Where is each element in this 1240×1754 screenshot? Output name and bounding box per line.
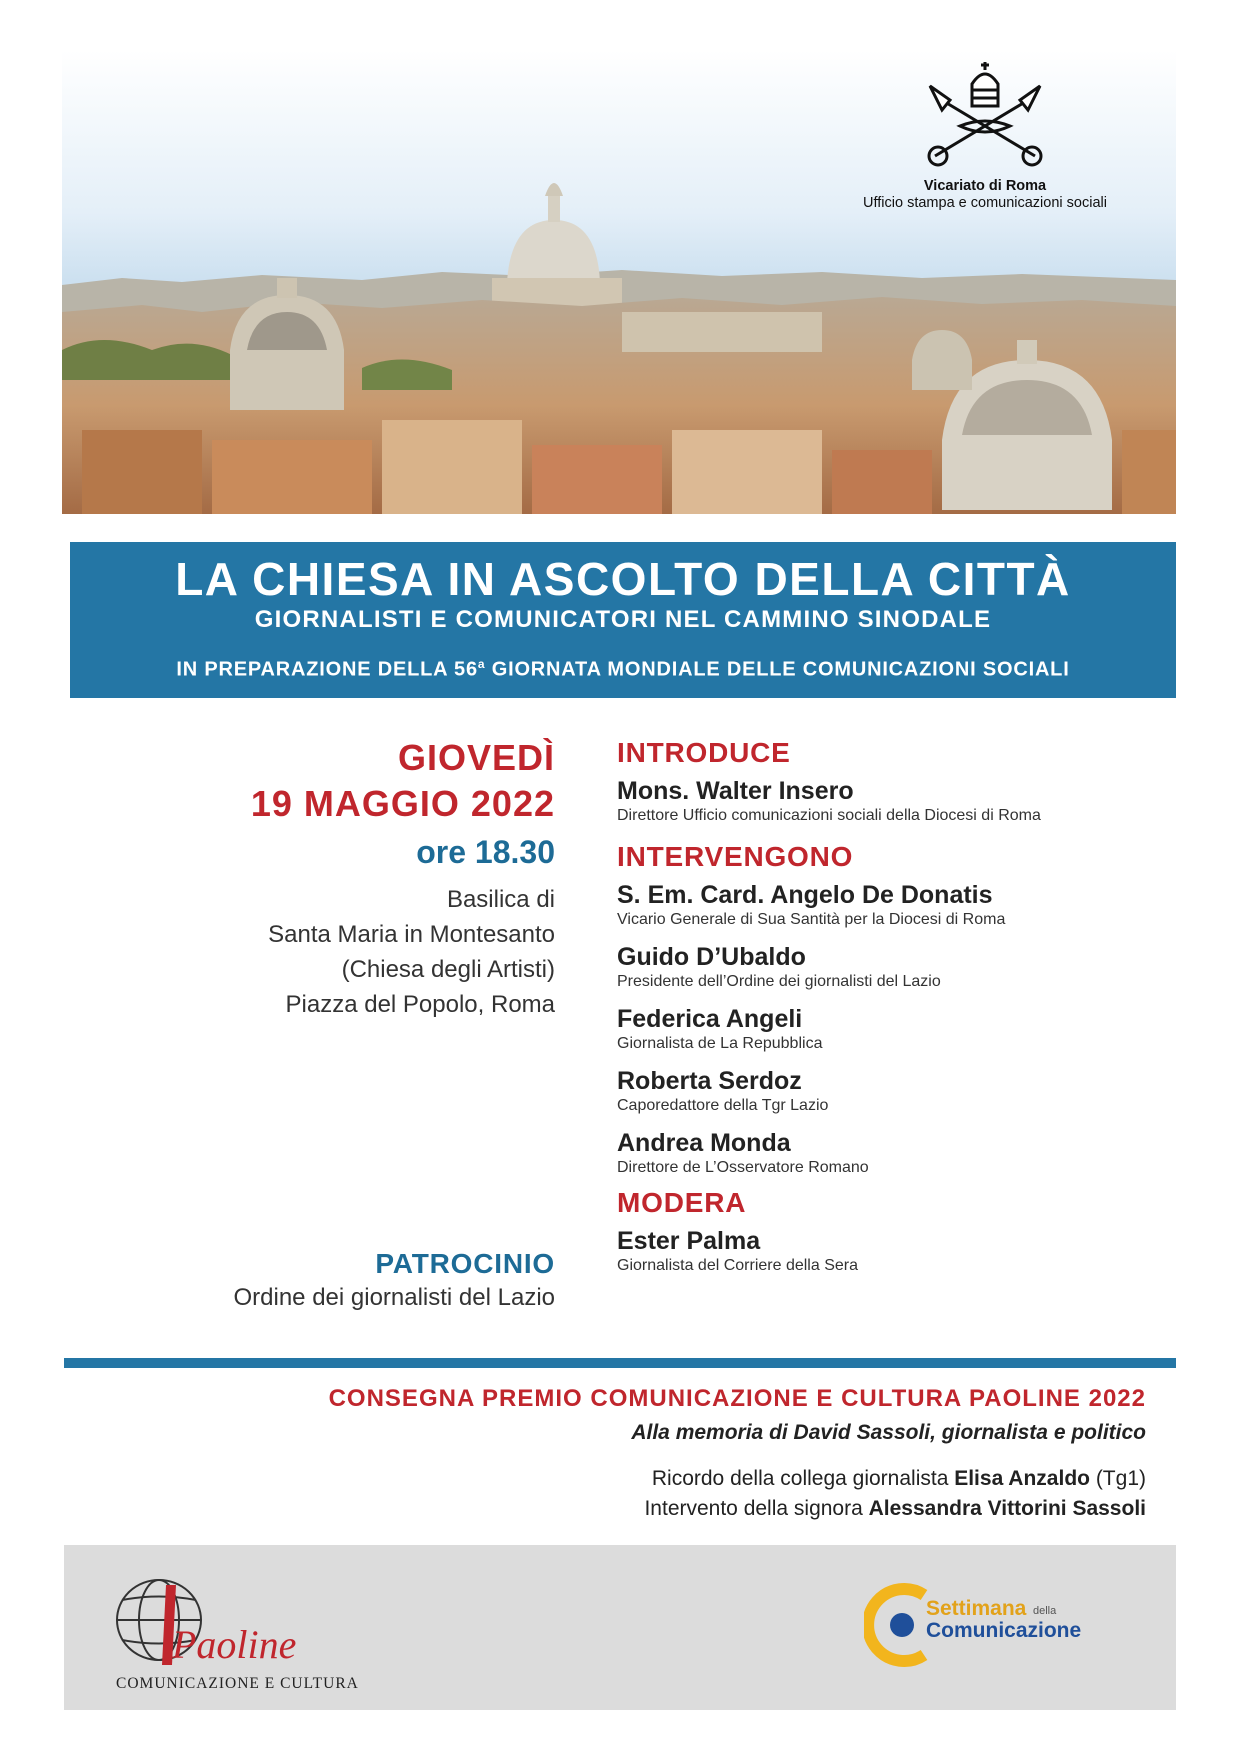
title-band <box>70 542 1176 698</box>
premio-line-1 <box>100 1467 1146 1491</box>
premio-subtitle: Alla memoria di David Sassoli, giornalista e politico <box>631 1421 1146 1444</box>
venue-line: Piazza del Popolo, Roma <box>285 991 555 1018</box>
speaker-name: Roberta Serdoz <box>617 1067 802 1095</box>
event-details <box>150 736 555 1022</box>
line2-prefix: Intervento della signora <box>644 1497 869 1520</box>
preparation-prefix: IN PREPARAZIONE DELLA 56 <box>176 658 478 681</box>
event-day: GIOVEDÌ <box>397 737 555 778</box>
speaker-name: Guido D’Ubaldo <box>617 943 806 971</box>
premio-line-2 <box>100 1497 1146 1521</box>
line1-suffix: (Tg1) <box>1089 1467 1146 1490</box>
program <box>617 736 1177 1276</box>
speaker-item <box>617 880 1177 930</box>
line1-name: Elisa Anzaldo <box>954 1467 1090 1490</box>
speaker-item <box>617 1226 1177 1276</box>
settimana-c-logo <box>864 1575 934 1675</box>
speaker-name: S. Em. Card. Angelo De Donatis <box>617 881 993 909</box>
speaker-name: Federica Angeli <box>617 1005 803 1033</box>
speaker-item <box>617 1128 1177 1178</box>
footer <box>64 1545 1176 1710</box>
speaker-role: Caporedattore della Tgr Lazio <box>617 1097 829 1114</box>
paoline-caption: COMUNICAZIONE E CULTURA <box>116 1675 359 1692</box>
speaker-role: Direttore de L’Osservatore Romano <box>617 1159 869 1176</box>
line2-name: Alessandra Vittorini Sassoli <box>868 1497 1146 1520</box>
premio-block <box>100 1385 1146 1521</box>
section-divider <box>64 1358 1176 1368</box>
paoline-logo <box>104 1565 404 1700</box>
line1-prefix: Ricordo della collega giornalista <box>651 1467 955 1490</box>
speaker-role: Giornalista del Corriere della Sera <box>617 1257 858 1274</box>
venue-line: Basilica di <box>446 886 555 913</box>
patrocinio-title: PATROCINIO <box>375 1248 555 1279</box>
speaker-name: Mons. Walter Insero <box>617 777 854 805</box>
vicariato-office: Ufficio stampa e comunicazioni sociali <box>863 195 1107 211</box>
event-subtitle: GIORNALISTI E COMUNICATORI NEL CAMMINO SINODALE <box>254 606 992 633</box>
settimana-logo <box>864 1575 1144 1685</box>
speaker-item <box>617 942 1177 992</box>
speaker-role: Vicario Generale di Sua Santità per la Diocesi di Roma <box>617 911 1006 928</box>
speaker-name: Andrea Monda <box>617 1129 791 1157</box>
preparation-suffix: GIORNATA MONDIALE DELLE COMUNICAZIONI SOCIALI <box>485 658 1070 681</box>
event-venue <box>150 882 555 1022</box>
paoline-logo-text: Paoline <box>172 1622 297 1667</box>
patrocinio-block <box>150 1248 555 1312</box>
speaker-role: Giornalista de La Repubblica <box>617 1035 823 1052</box>
vicariato-name: Vicariato di Roma <box>923 178 1047 194</box>
premio-title: CONSEGNA PREMIO COMUNICAZIONE E CULTURA PAOLINE 2022 <box>328 1385 1146 1412</box>
comunicazione-word: Comunicazione <box>926 1619 1082 1642</box>
speaker-name: Ester Palma <box>617 1227 761 1255</box>
settimana-word: Settimana <box>926 1597 1027 1620</box>
venue-line: Santa Maria in Montesanto <box>268 921 555 948</box>
patrocinio-text: Ordine dei giornalisti del Lazio <box>233 1284 555 1311</box>
event-time: ore 18.30 <box>416 834 555 870</box>
speaker-item <box>617 1004 1177 1054</box>
intervengono-title: INTERVENGONO <box>617 841 854 872</box>
speaker-item <box>617 1066 1177 1116</box>
event-title: LA CHIESA IN ASCOLTO DELLA CITTÀ <box>175 553 1071 605</box>
venue-line: (Chiesa degli Artisti) <box>341 956 555 983</box>
speaker-role: Direttore Ufficio comunicazioni sociali della Diocesi di Roma <box>617 807 1041 824</box>
event-preparation <box>70 657 1176 682</box>
speaker-role: Presidente dell’Ordine dei giornalisti del Lazio <box>617 973 941 990</box>
speaker-item <box>617 776 1177 826</box>
vicariato-header <box>830 56 1140 211</box>
event-date: 19 MAGGIO 2022 <box>250 783 555 824</box>
modera-title: MODERA <box>617 1187 747 1218</box>
vatican-crest-icon <box>920 56 1050 172</box>
preparation-sup: a <box>477 657 486 671</box>
introduce-title: INTRODUCE <box>617 737 791 768</box>
della-word: della <box>1033 1605 1057 1617</box>
